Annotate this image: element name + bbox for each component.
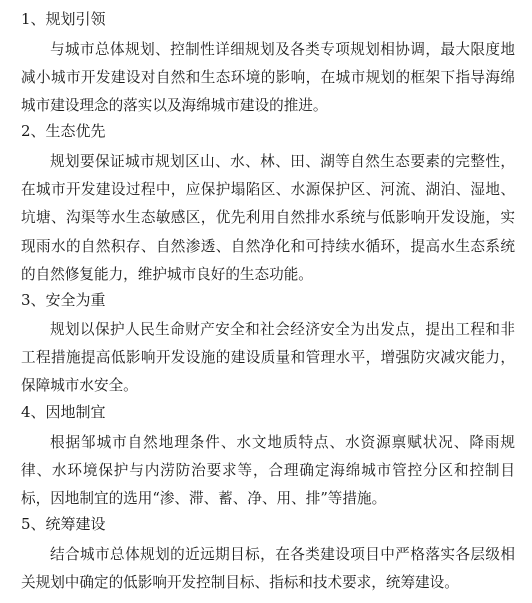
section-body-safety-first: 规划以保护人民生命财产安全和社会经济安全为出发点，提出工程和非工程措施提高低影响开发设施的建设质量和管理水平，增强防灾减灾能力，保障城市水安全。 [21, 321, 515, 395]
section-heading-planning-lead: 1、规划引领 [21, 10, 106, 28]
section-body-coordinated-construction: 结合城市总体规划的近远期目标，在各类建设项目中严格落实各层级相关规划中确定的低影响开发控制目标、指标和技术要求，统筹建设。 [21, 546, 515, 592]
section-heading-safety-first: 3、安全为重 [21, 291, 106, 309]
section-heading-local-conditions: 4、因地制宜 [21, 403, 106, 421]
section-body-planning-lead: 与城市总体规划、控制性详细规划及各类专项规划相协调，最大限度地减小城市开发建设对自然和生态环境的影响，在城市规划的框架下指导海绵城市建设理念的落实以及海绵城市建设的推进。 [21, 41, 515, 115]
section-body-local-conditions: 根据邹城市自然地理条件、水文地质特点、水资源禀赋状况、降雨规律、水环境保护与内涝防治要求等，合理确定海绵城市管控分区和控制目标，因地制宜的选用“渗、滞、蓄、净、用、排”等措施。 [21, 434, 515, 508]
section-heading-ecology-first: 2、生态优先 [21, 122, 106, 140]
section-heading-coordinated-construction: 5、统筹建设 [21, 515, 106, 533]
section-body-ecology-first: 规划要保证城市规划区山、水、林、田、湖等自然生态要素的完整性，在城市开发建设过程中，应保护塌陷区、水源保护区、河流、湖泊、湿地、坑塘、沟渠等水生态敏感区，优先利用自然排水系统与低影响开发设施，实现雨水的自然积存、自然渗透、自然净化和可持续水循环，提高水生态系统的自然修复能力，维护城市良好的生态功能。 [21, 153, 515, 283]
